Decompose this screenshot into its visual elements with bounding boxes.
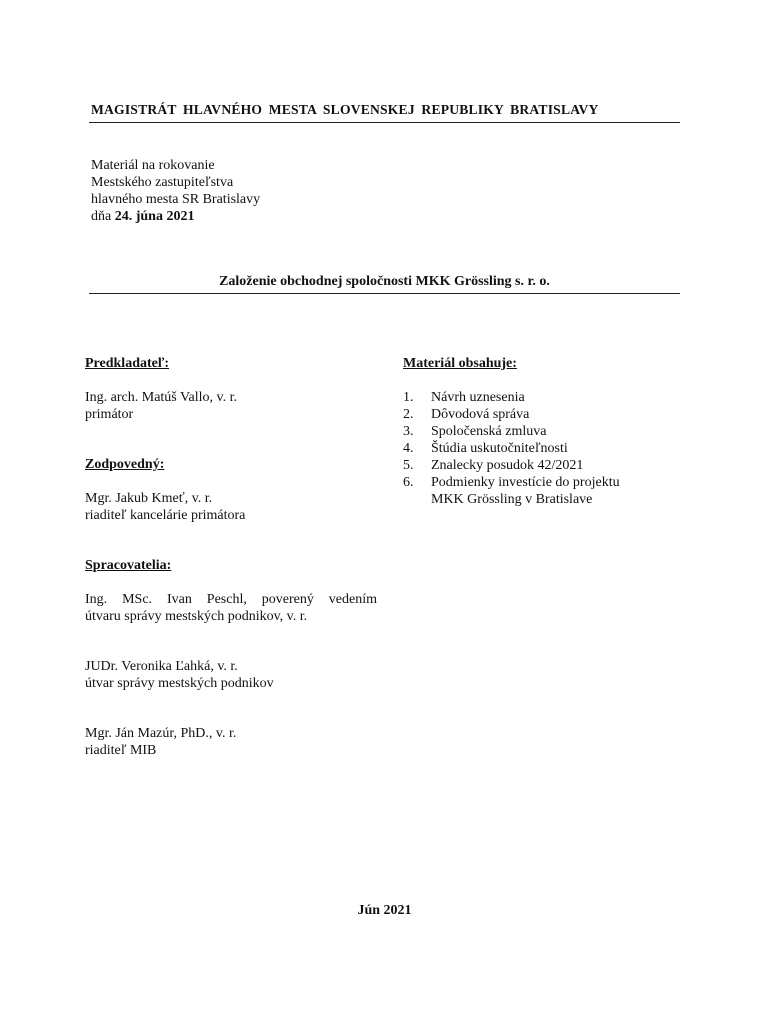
responsible-name: Mgr. Jakub Kmeť, v. r. [85,491,213,506]
contents-item [403,457,620,474]
contents-label: Materiál obsahuje: [403,356,517,371]
responsible-role: riaditeľ kancelárie primátora [85,508,246,523]
intro-date-line [91,208,260,225]
contents-item-number: 1. [403,390,414,405]
processor-1-role: útvaru správy mestských podnikov, v. r. [85,609,308,624]
processor-3-name: Mgr. Ján Mazúr, PhD., v. r. [85,726,237,741]
contents-item [403,406,620,423]
footer-date: Jún 2021 [357,903,412,918]
processor-3-role: riaditeľ MIB [85,743,157,758]
contents-item [403,474,620,508]
submitter-label: Predkladateľ: [85,356,170,371]
intro-line-3: hlavného mesta SR Bratislavy [91,192,261,207]
contents-item-text: Spoločenská zmluva [431,424,547,439]
submitter-role: primátor [85,407,134,422]
intro-date-prefix: dňa [91,209,115,224]
document-title: Založenie obchodnej spoločnosti MKK Grössling s. r. o. [219,274,550,289]
responsible-label: Zodpovedný: [85,457,165,472]
contents-item-text: Návrh uznesenia [431,390,525,405]
contents-item-text: Znalecky posudok 42/2021 [431,458,584,473]
contents-item [403,440,620,457]
contents-item-number: 6. [403,475,414,490]
intro-line-1: Materiál na rokovanie [91,158,215,173]
processor-1-name: Ing. MSc. Ivan Peschl, poverený vedením [85,592,377,607]
contents-list [403,389,620,508]
contents-item [403,423,620,440]
institution-header: MAGISTRÁT HLAVNÉHO MESTA SLOVENSKEJ REPUBLIKY BRATISLAVY [91,102,599,117]
header-divider [89,122,680,123]
contents-item-number: 5. [403,458,414,473]
contents-item-number: 2. [403,407,414,422]
processors-label: Spracovatelia: [85,558,172,573]
contents-item-text: Dôvodová správa [431,407,530,422]
contents-item-text: Štúdia uskutočniteľnosti [431,441,568,456]
contents-item-number: 3. [403,424,414,439]
contents-item-text: Podmienky investície do projektu MKK Grössling v Bratislave [431,475,620,507]
meeting-date: 24. júna 2021 [114,209,195,224]
processor-2-name: JUDr. Veronika Ľahká, v. r. [85,659,238,674]
processor-2-role: útvar správy mestských podnikov [85,676,274,691]
title-divider [89,293,680,294]
contents-item-number: 4. [403,441,414,456]
intro-block [91,157,260,225]
contents-item [403,389,620,406]
submitter-name: Ing. arch. Matúš Vallo, v. r. [85,390,238,405]
intro-line-2: Mestského zastupiteľstva [91,175,234,190]
